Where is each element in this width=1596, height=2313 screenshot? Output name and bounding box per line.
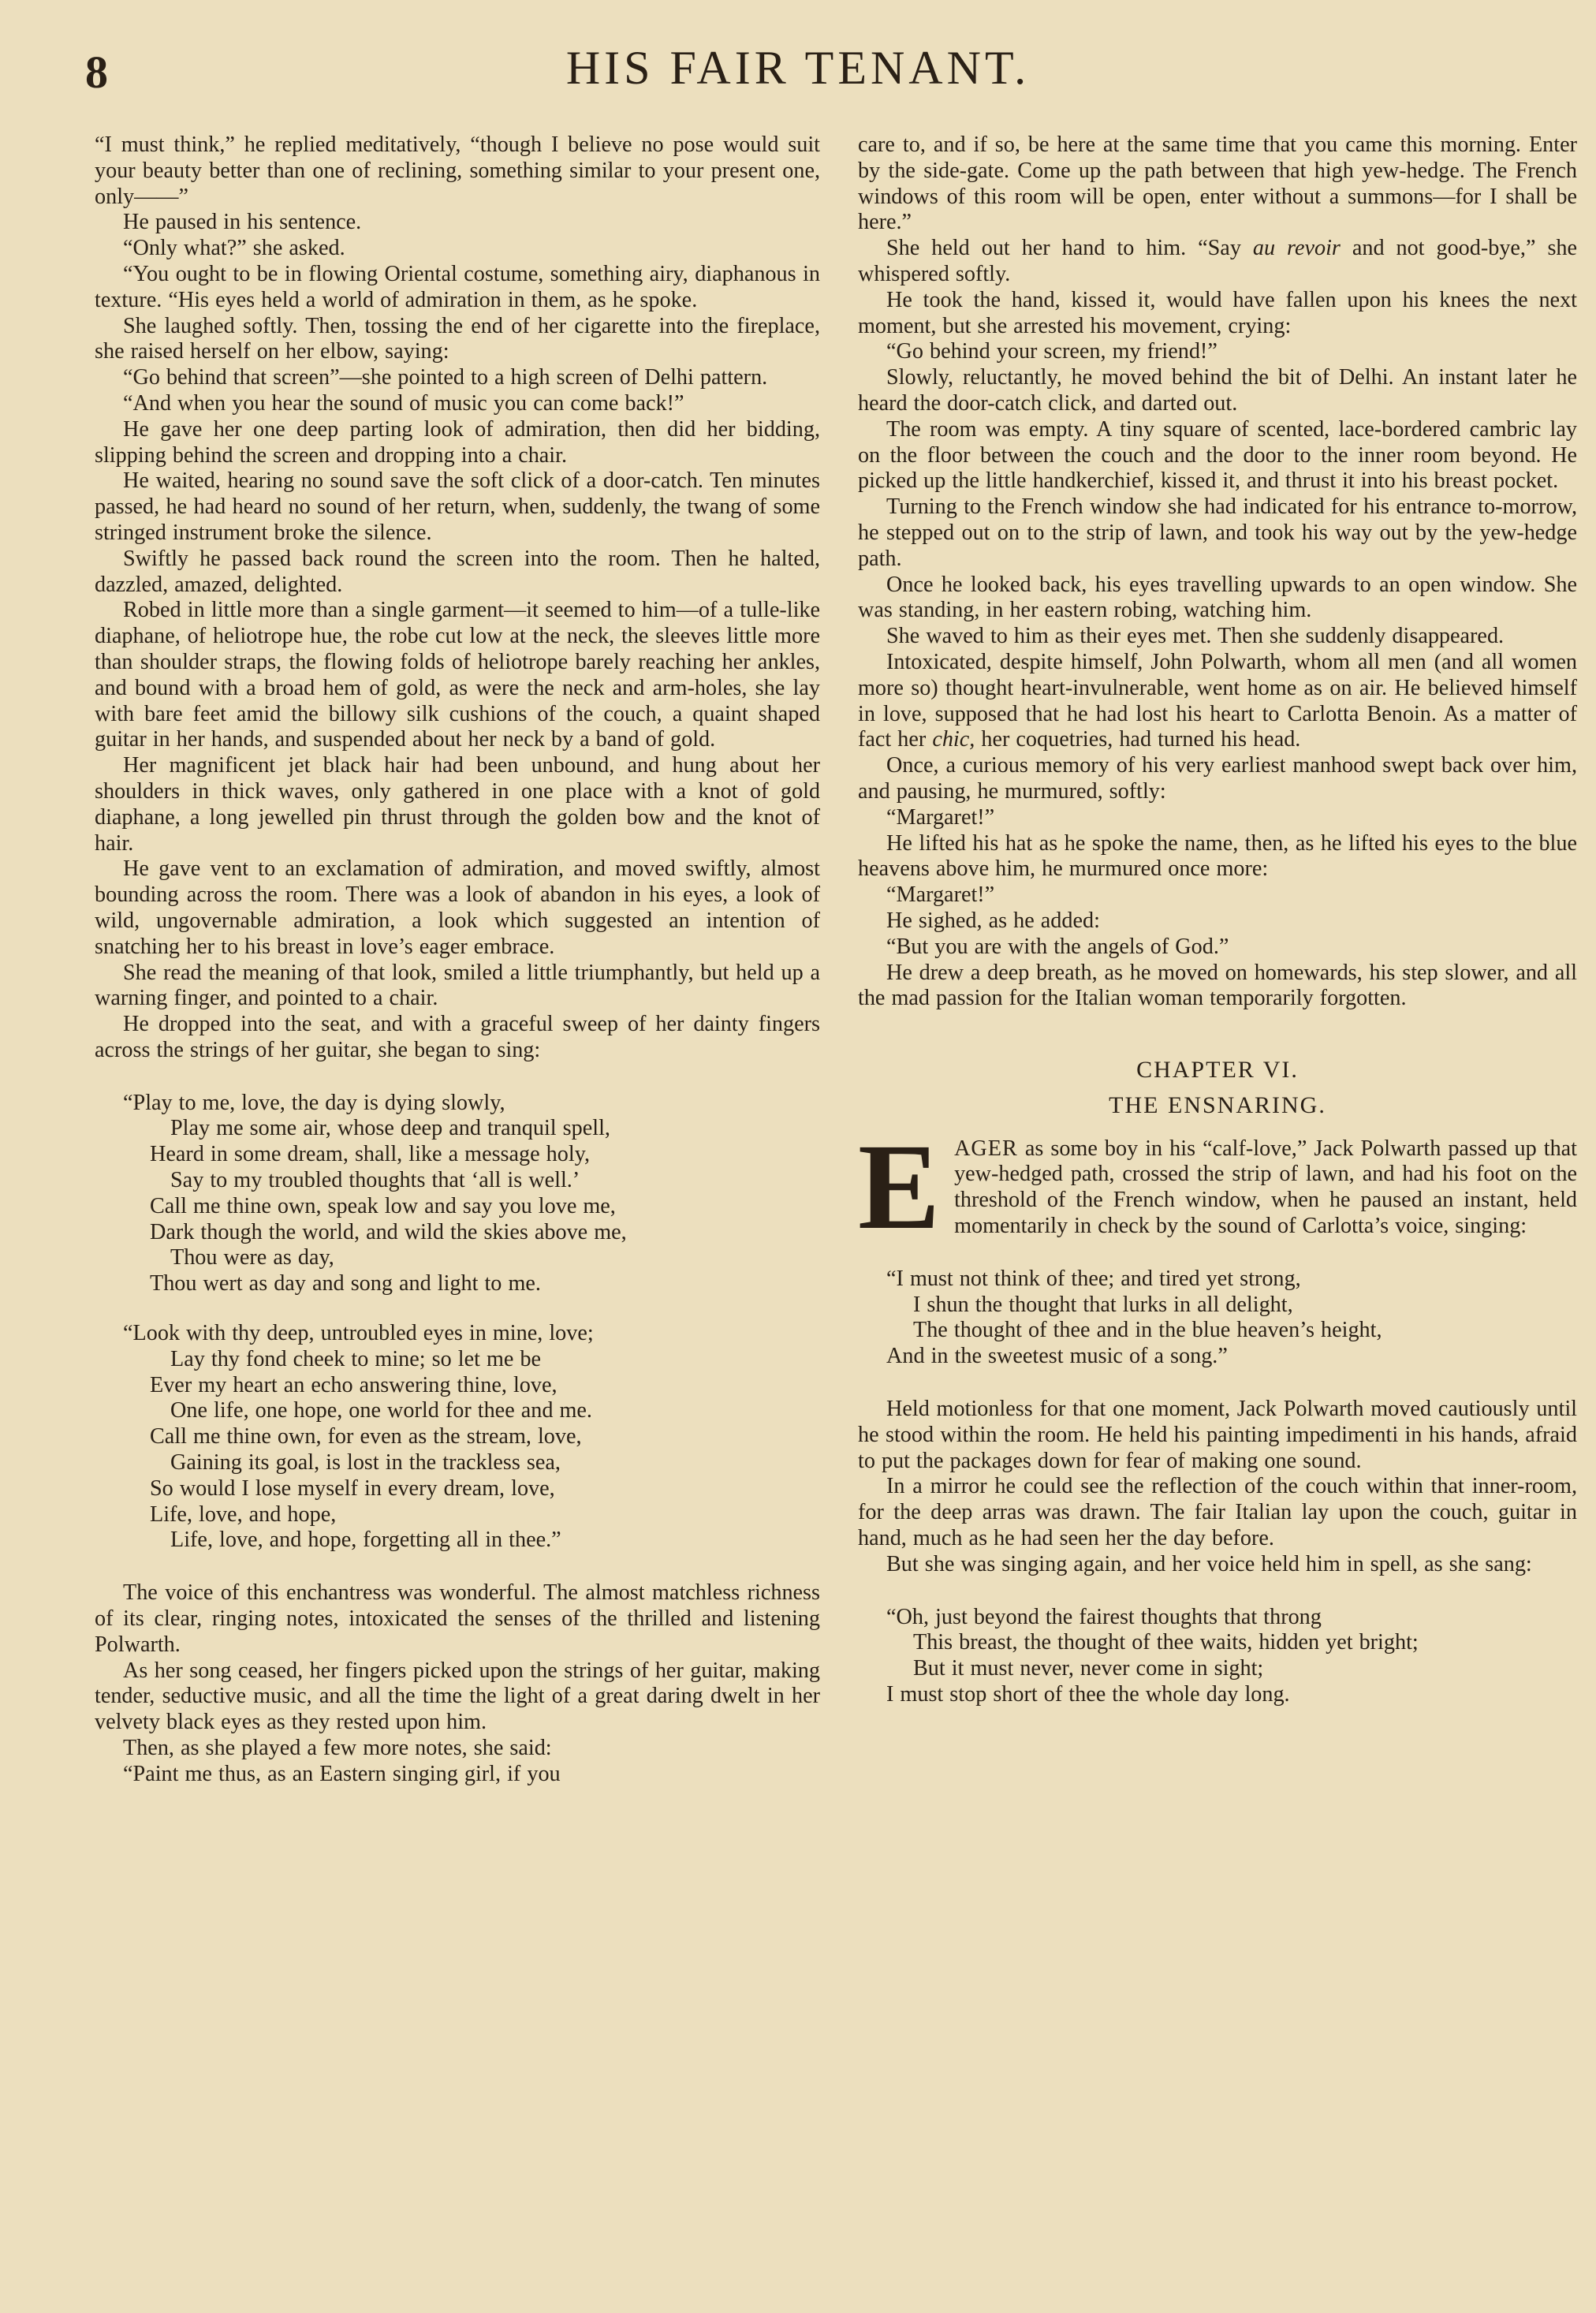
text-run: and not good-bye,” she whispered softly. [858, 236, 1578, 286]
paragraph: He gave her one deep parting look of admiration, then did her bidding, slipping behind the screen and dropping into a chair. [95, 416, 820, 468]
song-play-to-me [123, 1091, 820, 1554]
text-run: Intoxicated, despite himself, John Polwarth, whom all men (and all women more so) thought heart-invulnerable, went home as on air. He believed himself in love, supposed that he had lost his heart to Carlotta Benoin. As a matter of fact her [858, 649, 1577, 752]
paragraph: “Go behind that screen”—she pointed to a high screen of Delhi pattern. [123, 365, 768, 390]
opening-word: AGER [954, 1136, 1018, 1161]
poem-line: Play me some air, whose deep and tranquil spell, [170, 1116, 610, 1141]
paragraph: Robed in little more than a single garment—it seemed to him—of a tulle-like diaphane, of heliotrope hue, the robe cut low at the neck, the sleeves little more than shoulder straps, the flowing folds of heliotrope barely reaching her ankles, and bound with a broad hem of gold, as were the neck and arm-holes, she lay with bare feet amid the billowy silk cushions of the couch, a quaint shaped guitar in her hands, and suspended about her neck by a band of gold. [95, 598, 820, 752]
paragraph: “Go behind your screen, my friend!” [886, 339, 1218, 364]
left-column [95, 132, 820, 1788]
poem-line: I must stop short of thee the whole day long. [886, 1682, 1290, 1707]
paragraph: But she was singing again, and her voice held him in spell, as she sang: [886, 1551, 1532, 1576]
paragraph: Once, a curious memory of his very earliest manhood swept back over him, and pausing, he murmured, softly: [858, 753, 1577, 804]
poem-line: Call me thine own, speak low and say you love me, [150, 1193, 616, 1218]
page-number: 8 [85, 47, 108, 98]
poem-line: But it must never, never come in sight; [913, 1656, 1264, 1681]
text-run: her coquetries, had turned his head. [981, 727, 1301, 752]
poem-line: “I must not think of thee; and tired yet strong, [886, 1266, 1301, 1291]
poem-line: Dark though the world, and wild the skies above me, [150, 1219, 627, 1244]
poem-line: And in the sweetest music of a song.” [886, 1344, 1228, 1369]
poem-line: Call me thine own, for even as the stream, love, [150, 1424, 582, 1449]
paragraph: In a mirror he could see the reflection of the couch within that inner-room, for the deep arras was drawn. The fair Italian lay upon the couch, guitar in hand, much as he had seen her the day before. [858, 1474, 1577, 1551]
paragraph: He sighed, as he added: [886, 908, 1100, 933]
paragraph: “Paint me thus, as an Eastern singing girl, if you [123, 1761, 561, 1786]
paragraph: “Only what?” she asked. [123, 236, 345, 261]
running-head: HIS FAIR TENANT. [565, 42, 1031, 94]
paragraph: “Margaret!” [886, 882, 995, 908]
text-run: She held out her hand to him. “Say [886, 236, 1241, 261]
chapter-opening [858, 1117, 1578, 1255]
song-i-must-not-think [886, 1267, 1577, 1370]
poem-line: Life, love, and hope, forgetting all in thee.” [170, 1528, 561, 1553]
drop-cap: E [858, 1117, 941, 1255]
paragraph: She waved to him as their eyes met. Then she suddenly disappeared. [886, 624, 1505, 649]
paragraph: Then, as she played a few more notes, she said: [123, 1736, 552, 1761]
paragraph [858, 236, 1577, 288]
song-just-beyond [886, 1605, 1577, 1708]
chapter-number: CHAPTER VI. [1136, 1057, 1299, 1084]
paragraph: Held motionless for that one moment, Jack Polwarth moved cautiously until he stood within the room. He held his painting impedimenti in his hands, afraid to put the packages down for fear of making one sound. [858, 1397, 1577, 1473]
poem-line: One life, one hope, one world for thee and me. [170, 1398, 592, 1423]
paragraph: As her song ceased, her fingers picked upon the strings of her guitar, making tender, seductive music, and all the time the light of a great daring dwelt in her velvety black eyes as they rested upon him. [95, 1658, 820, 1735]
paragraph: The voice of this enchantress was wonderful. The almost matchless richness of its clear, ringing notes, intoxicated the senses of the thrilled and listening Polwarth. [95, 1580, 820, 1657]
paragraph: Swiftly he passed back round the screen into the room. Then he halted, dazzled, amazed, delighted. [95, 546, 820, 597]
paragraph: Her magnificent jet black hair had been unbound, and hung about her shoulders in thick waves, only gathered in one place with a knot of gold diaphane, a long jewelled pin thrust through the golden bow and the knot of hair. [95, 753, 820, 856]
poem-line: I shun the thought that lurks in all delight, [913, 1292, 1293, 1317]
poem-line: So would I lose myself in every dream, love, [150, 1475, 555, 1501]
poem-line: Say to my troubled thoughts that ‘all is well.’ [170, 1168, 580, 1193]
italic-phrase: au revoir [1252, 236, 1341, 261]
paragraph: “And when you hear the sound of music you can come back!” [123, 390, 684, 416]
poem-line: The thought of thee and in the blue heaven’s height, [913, 1318, 1382, 1343]
right-column [858, 132, 1577, 1735]
paragraph: He paused in his sentence. [123, 210, 362, 235]
paragraph: “You ought to be in flowing Oriental costume, something airy, diaphanous in texture. “His eyes held a world of admiration in them, as he spoke. [95, 261, 820, 312]
paragraph: “But you are with the angels of God.” [886, 934, 1229, 959]
text-run: as some boy in his “calf-love,” Jack Polwarth passed up that yew-hedged path, crossed the strip of lawn, and had his foot on the threshold of the French window, when he paused an instant, held momentarily in check by the sound of Carlotta’s voice, singing: [954, 1136, 1578, 1239]
poem-line: Heard in some dream, shall, like a message holy, [150, 1142, 591, 1167]
paragraph: The room was empty. A tiny square of scented, lace-bordered cambric lay on the floor between the couch and the door to the inner room beyond. He picked up the little handkerchief, kissed it, and thrust it into his breast pocket. [858, 416, 1577, 494]
paragraph: Slowly, reluctantly, he moved behind the bit of Delhi. An instant later he heard the door-catch click, and darted out. [858, 365, 1577, 416]
poem-line: This breast, the thought of thee waits, hidden yet bright; [913, 1630, 1419, 1655]
paragraph: She read the meaning of that look, smiled a little triumphantly, but held up a warning finger, and pointed to a chair. [95, 960, 820, 1011]
paragraph: He lifted his hat as he spoke the name, then, as he lifted his eyes to the blue heavens above him, he murmured once more: [858, 830, 1577, 882]
paragraph: Turning to the French window she had indicated for his entrance to-morrow, he stepped out on to the strip of lawn, and took his way out by the yew-hedge path. [858, 494, 1577, 571]
paragraph: He drew a deep breath, as he moved on homewards, his step slower, and all the mad passion for the Italian woman temporarily forgotten. [858, 960, 1577, 1011]
italic-phrase: chic, [932, 727, 975, 752]
poem-line: Gaining its goal, is lost in the trackless sea, [170, 1450, 561, 1475]
poem-line: Life, love, and hope, [150, 1502, 337, 1527]
poem-line: “Play to me, love, the day is dying slowly, [123, 1090, 505, 1115]
stanza [123, 1321, 820, 1554]
poem-line: Thou were as day, [170, 1245, 334, 1270]
chapter-title: THE ENSNARING. [1109, 1091, 1326, 1118]
poem-line: “Look with thy deep, untroubled eyes in mine, love; [123, 1321, 594, 1346]
poem-line: Thou wert as day and song and light to me. [150, 1271, 541, 1296]
paragraph: He dropped into the seat, and with a graceful sweep of her dainty fingers across the strings of her guitar, she began to sing: [95, 1012, 820, 1062]
paragraph: He took the hand, kissed it, would have fallen upon his knees the next moment, but she arrested his movement, crying: [858, 287, 1577, 338]
paragraph: “Margaret!” [886, 804, 995, 830]
paragraph: She laughed softly. Then, tossing the end of her cigarette into the fireplace, she raised herself on her elbow, saying: [95, 313, 820, 364]
poem-line: Lay thy fond cheek to mine; so let me be [170, 1346, 542, 1371]
paragraph: He gave vent to an exclamation of admiration, and moved swiftly, almost bounding across the room. There was a look of abandon in his eyes, a look of wild, ungovernable admiration, a look which suggested an intention of snatching her to his breast in love’s eager embrace. [95, 856, 820, 959]
paragraph: care to, and if so, be here at the same time that you came this morning. Enter by the side-gate. Come up the path between that high yew-hedge. The French windows of this room will be open, enter without a summons—for I shall be here.” [858, 132, 1577, 235]
stanza [123, 1091, 820, 1297]
paragraph: “I must think,” he replied meditatively, “though I believe no pose would suit your beauty better than one of reclining, something similar to your present one, only——” [95, 132, 820, 209]
poem-line: Ever my heart an echo answering thine, love, [150, 1372, 557, 1397]
paragraph: Once he looked back, his eyes travelling upwards to an open window. She was standing, in her eastern robing, watching him. [858, 572, 1577, 623]
paragraph: He waited, hearing no sound save the soft click of a door-catch. Ten minutes passed, he had heard no sound of her return, when, suddenly, the twang of some stringed instrument broke the silence. [95, 468, 820, 545]
paragraph [858, 650, 1577, 753]
poem-line: “Oh, just beyond the fairest thoughts that throng [886, 1604, 1322, 1629]
